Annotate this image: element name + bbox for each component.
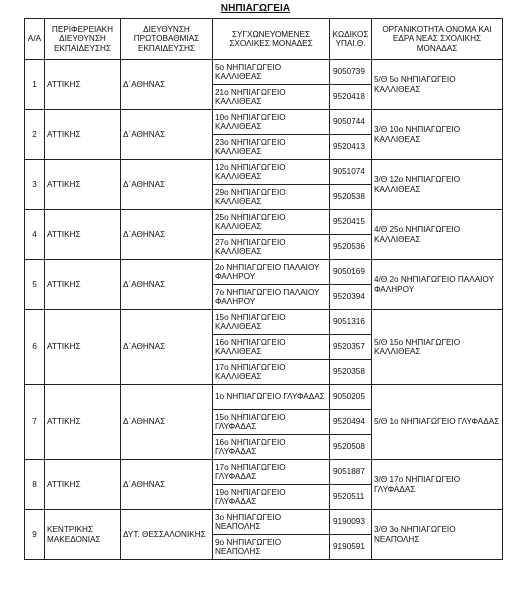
header-directorate: ΔΙΕΥΘΥΝΣΗ ΠΡΩΤΟΒΑΘΜΙΑΣ ΕΚΠΑΙΔΕΥΣΗΣ [121, 19, 213, 60]
directorate-cell: Δ΄ΑΘΗΝΑΣ [121, 385, 213, 460]
directorate-cell: ΔΥΤ. ΘΕΣΣΑΛΟΝΙΚΗΣ [121, 510, 213, 560]
row-number: 4 [25, 210, 45, 260]
school-code: 9520413 [330, 135, 372, 160]
directorate-cell: Δ΄ΑΘΗΝΑΣ [121, 210, 213, 260]
row-number: 1 [25, 60, 45, 110]
table-row [25, 110, 503, 135]
school-code: 9050739 [330, 60, 372, 85]
table-row [25, 160, 503, 185]
periphery-cell: ΚΕΝΤΡΙΚΗΣ ΜΑΚΕΔΟΝΙΑΣ [45, 510, 121, 560]
row-number: 6 [25, 310, 45, 385]
organic-cell: 3/Θ 10ο ΝΗΠΙΑΓΩΓΕΙΟ ΚΑΛΛΙΘΕΑΣ [372, 110, 503, 160]
school-unit-name: 17ο ΝΗΠΙΑΓΩΓΕΙΟ ΓΛΥΦΑΔΑΣ [213, 460, 330, 485]
row-number: 5 [25, 260, 45, 310]
school-code: 9520508 [330, 435, 372, 460]
school-unit-name: 7ο ΝΗΠΙΑΓΩΓΕΙΟ ΠΑΛΑΙΟΥ ΦΑΛΗΡΟΥ [213, 285, 330, 310]
table-row [25, 260, 503, 285]
directorate-cell: Δ΄ΑΘΗΝΑΣ [121, 460, 213, 510]
organic-cell: 3/Θ 3ο ΝΗΠΙΑΓΩΓΕΙΟ ΝΕΑΠΟΛΗΣ [372, 510, 503, 560]
school-code: 9050205 [330, 385, 372, 410]
directorate-cell: Δ΄ΑΘΗΝΑΣ [121, 110, 213, 160]
periphery-cell: ΑΤΤΙΚΗΣ [45, 160, 121, 210]
school-unit-name: 15ο ΝΗΠΙΑΓΩΓΕΙΟ ΓΛΥΦΑΔΑΣ [213, 410, 330, 435]
document-title: ΝΗΠΙΑΓΩΓΕΙΑ [220, 3, 291, 14]
school-unit-name: 15ο ΝΗΠΙΑΓΩΓΕΙΟ ΚΑΛΛΙΘΕΑΣ [213, 310, 330, 335]
school-unit-name: 3ο ΝΗΠΙΑΓΩΓΕΙΟ ΝΕΑΠΟΛΗΣ [213, 510, 330, 535]
school-unit-name: 9ο ΝΗΠΙΑΓΩΓΕΙΟ ΝΕΑΠΟΛΗΣ [213, 535, 330, 560]
header-code: ΚΩΔΙΚΟΣ ΥΠΑΙ.Θ. [330, 19, 372, 60]
school-unit-name: 16ο ΝΗΠΙΑΓΩΓΕΙΟ ΚΑΛΛΙΘΕΑΣ [213, 335, 330, 360]
school-unit-name: 27ο ΝΗΠΙΑΓΩΓΕΙΟ ΚΑΛΛΙΘΕΑΣ [213, 235, 330, 260]
table-row [25, 60, 503, 85]
directorate-cell: Δ΄ΑΘΗΝΑΣ [121, 60, 213, 110]
header-row [25, 19, 503, 60]
school-code: 9051316 [330, 310, 372, 335]
periphery-cell: ΑΤΤΙΚΗΣ [45, 260, 121, 310]
directorate-cell: Δ΄ΑΘΗΝΑΣ [121, 310, 213, 385]
school-unit-name: 23ο ΝΗΠΙΑΓΩΓΕΙΟ ΚΑΛΛΙΘΕΑΣ [213, 135, 330, 160]
school-code: 9520538 [330, 185, 372, 210]
organic-cell: 4/Θ 25ο ΝΗΠΙΑΓΩΓΕΙΟ ΚΑΛΛΙΘΕΑΣ [372, 210, 503, 260]
header-organic: ΟΡΓΑΝΙΚΟΤΗΤΑ ΟΝΟΜΑ ΚΑΙ ΕΔΡΑ ΝΕΑΣ ΣΧΟΛΙΚΗΣ ΜΟΝΑΔΑΣ [372, 19, 503, 60]
row-number: 7 [25, 385, 45, 460]
organic-cell: 3/Θ 12ο ΝΗΠΙΑΓΩΓΕΙΟ ΚΑΛΛΙΘΕΑΣ [372, 160, 503, 210]
periphery-cell: ΑΤΤΙΚΗΣ [45, 210, 121, 260]
organic-cell: 5/Θ 15ο ΝΗΠΙΑΓΩΓΕΙΟ ΚΑΛΛΙΘΕΑΣ [372, 310, 503, 385]
school-unit-name: 16ο ΝΗΠΙΑΓΩΓΕΙΟ ΓΛΥΦΑΔΑΣ [213, 435, 330, 460]
school-unit-name: 5ο ΝΗΠΙΑΓΩΓΕΙΟ ΚΑΛΛΙΘΕΑΣ [213, 60, 330, 85]
periphery-cell: ΑΤΤΙΚΗΣ [45, 460, 121, 510]
table-row [25, 310, 503, 335]
school-unit-name: 12ο ΝΗΠΙΑΓΩΓΕΙΟ ΚΑΛΛΙΘΕΑΣ [213, 160, 330, 185]
periphery-cell: ΑΤΤΙΚΗΣ [45, 310, 121, 385]
header-periphery: ΠΕΡΙΦΕΡΕΙΑΚΗ ΔΙΕΥΘΥΝΣΗ ΕΚΠΑΙΔΕΥΣΗΣ [45, 19, 121, 60]
table-row [25, 385, 503, 410]
school-unit-name: 2ο ΝΗΠΙΑΓΩΓΕΙΟ ΠΑΛΑΙΟΥ ΦΑΛΗΡΟΥ [213, 260, 330, 285]
organic-cell: 5/Θ 5ο ΝΗΠΙΑΓΩΓΕΙΟ ΚΑΛΛΙΘΕΑΣ [372, 60, 503, 110]
table-header [25, 19, 503, 60]
school-code: 9050169 [330, 260, 372, 285]
school-code: 9520494 [330, 410, 372, 435]
row-number: 9 [25, 510, 45, 560]
school-code: 9520357 [330, 335, 372, 360]
school-unit-name: 19ο ΝΗΠΙΑΓΩΓΕΙΟ ΓΛΥΦΑΔΑΣ [213, 485, 330, 510]
periphery-cell: ΑΤΤΙΚΗΣ [45, 385, 121, 460]
table-row [25, 460, 503, 485]
directorate-cell: Δ΄ΑΘΗΝΑΣ [121, 260, 213, 310]
periphery-cell: ΑΤΤΙΚΗΣ [45, 60, 121, 110]
table-body [25, 60, 503, 560]
row-number: 3 [25, 160, 45, 210]
school-unit-name: 10ο ΝΗΠΙΑΓΩΓΕΙΟ ΚΑΛΛΙΘΕΑΣ [213, 110, 330, 135]
school-code: 9520536 [330, 235, 372, 260]
school-code: 9051074 [330, 160, 372, 185]
school-code: 9520358 [330, 360, 372, 385]
schools-table [24, 18, 503, 560]
school-unit-name: 17ο ΝΗΠΙΑΓΩΓΕΙΟ ΚΑΛΛΙΘΕΑΣ [213, 360, 330, 385]
school-unit-name: 21ο ΝΗΠΙΑΓΩΓΕΙΟ ΚΑΛΛΙΘΕΑΣ [213, 85, 330, 110]
header-aa: Α/Α [25, 19, 45, 60]
school-unit-name: 29ο ΝΗΠΙΑΓΩΓΕΙΟ ΚΑΛΛΙΘΕΑΣ [213, 185, 330, 210]
school-unit-name: 1ο ΝΗΠΙΑΓΩΓΕΙΟ ΓΛΥΦΑΔΑΣ [213, 385, 330, 410]
school-unit-name: 25ο ΝΗΠΙΑΓΩΓΕΙΟ ΚΑΛΛΙΘΕΑΣ [213, 210, 330, 235]
school-code: 9520415 [330, 210, 372, 235]
organic-cell: 5/Θ 1ο ΝΗΠΙΑΓΩΓΕΙΟ ΓΛΥΦΑΔΑΣ [372, 385, 503, 460]
organic-cell: 3/Θ 17ο ΝΗΠΙΑΓΩΓΕΙΟ ΓΛΥΦΑΔΑΣ [372, 460, 503, 510]
school-code: 9520511 [330, 485, 372, 510]
school-code: 9520418 [330, 85, 372, 110]
table-row [25, 510, 503, 535]
header-units: ΣΥΓΧΩΝΕΥΟΜΕΝΕΣ ΣΧΟΛΙΚΕΣ ΜΟΝΑΔΕΣ [213, 19, 330, 60]
row-number: 2 [25, 110, 45, 160]
school-code: 9190591 [330, 535, 372, 560]
directorate-cell: Δ΄ΑΘΗΝΑΣ [121, 160, 213, 210]
organic-cell: 4/Θ 2ο ΝΗΠΙΑΓΩΓΕΙΟ ΠΑΛΑΙΟΥ ΦΑΛΗΡΟΥ [372, 260, 503, 310]
school-code: 9190093 [330, 510, 372, 535]
school-code: 9051887 [330, 460, 372, 485]
periphery-cell: ΑΤΤΙΚΗΣ [45, 110, 121, 160]
row-number: 8 [25, 460, 45, 510]
school-code: 9050744 [330, 110, 372, 135]
table-row [25, 210, 503, 235]
school-code: 9520394 [330, 285, 372, 310]
